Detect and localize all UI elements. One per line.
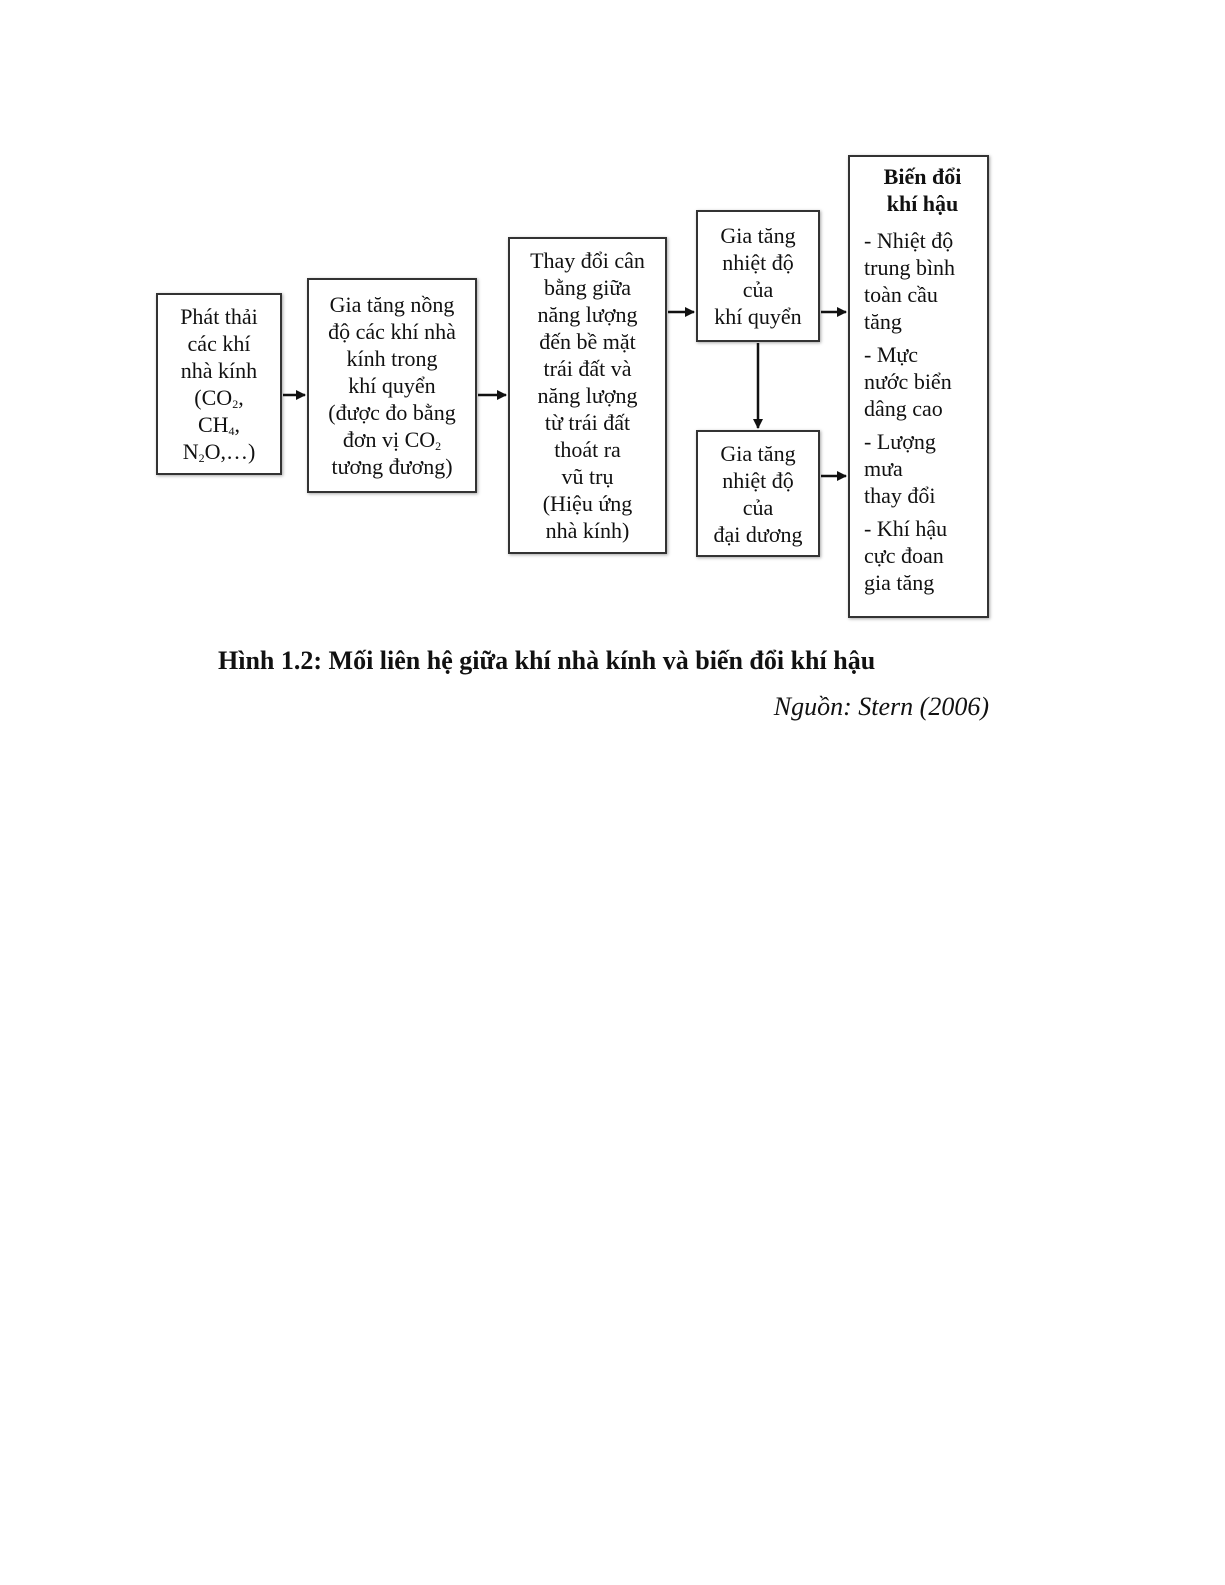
box-text-line: tương đương) (331, 454, 453, 479)
box-text-line: trung bình (864, 255, 956, 280)
box-text-line: đại dương (713, 521, 803, 547)
box-text-line: (được đo bằng (328, 400, 456, 425)
box-text-line: khí hậu (886, 191, 959, 216)
box-text-line: Thay đổi cân (530, 248, 645, 273)
box-text-line: kính trong (346, 346, 438, 371)
box-text-line: (Hiệu ứng (542, 491, 633, 516)
box-text-line: đơn vị $CO_2$ (342, 427, 442, 453)
box-text-line: Gia tăng (720, 440, 796, 466)
box-text-line: dâng cao (864, 396, 943, 421)
box-text-line: nhà kính) (545, 518, 630, 543)
figure-source: Nguồn: Stern (2006) (773, 692, 989, 721)
box-text-line: độ các khí nhà (328, 319, 456, 344)
box-text-line: năng lượng (537, 302, 638, 327)
box-text-line: bằng giữa (543, 275, 632, 300)
box-text-line: đến bề mặt (539, 329, 636, 354)
box-text-line: thay đổi (864, 483, 936, 508)
box-text-line: - Mực (864, 342, 919, 367)
box-text-line: các khí (187, 331, 251, 356)
box-text-line: của (742, 277, 774, 302)
box-text-line: - Khí hậu (864, 516, 948, 541)
box-text-line: khí quyển (348, 373, 436, 398)
box-text-line: khí quyển (714, 304, 802, 329)
box-text-line: Biến đổi (883, 164, 962, 189)
box-text-line: trái đất và (543, 356, 632, 381)
box-text-line: tăng (864, 309, 902, 334)
box-text-line: nhiệt độ (722, 250, 794, 275)
box-text-line: từ trái đất (544, 410, 631, 435)
box-text-line: nước biển (864, 369, 952, 394)
box-text-line: - Nhiệt độ (864, 228, 954, 253)
box-text-line: toàn cầu (864, 282, 938, 307)
box-text-line: thoát ra (554, 437, 621, 462)
box-text-line: mưa (864, 456, 903, 481)
box-text-line: - Lượng (864, 429, 936, 454)
box-text-line: $N_2O,\dots$) (182, 439, 256, 465)
box-text-line: nhiệt độ (722, 467, 794, 493)
box-text-line: gia tăng (864, 570, 935, 595)
box-text-line: Gia tăng nồng (329, 292, 455, 317)
box-text-line: năng lượng (537, 383, 638, 408)
box-text-line: của (742, 494, 774, 520)
box-text-line: nhà kính (180, 358, 258, 383)
figure-caption: Hình 1.2: Mối liên hệ giữa khí nhà kính và biến đổi khí hậu (218, 646, 876, 675)
box-text-line: $CH_4$, (197, 412, 241, 438)
box-text-line: ($CO_2$, (194, 385, 244, 411)
box-text-line: cực đoan (864, 543, 944, 568)
box-text-line: Phát thải (180, 304, 258, 329)
box-text-line: vũ trụ (561, 464, 614, 489)
box-text-line: Gia tăng (720, 223, 796, 248)
